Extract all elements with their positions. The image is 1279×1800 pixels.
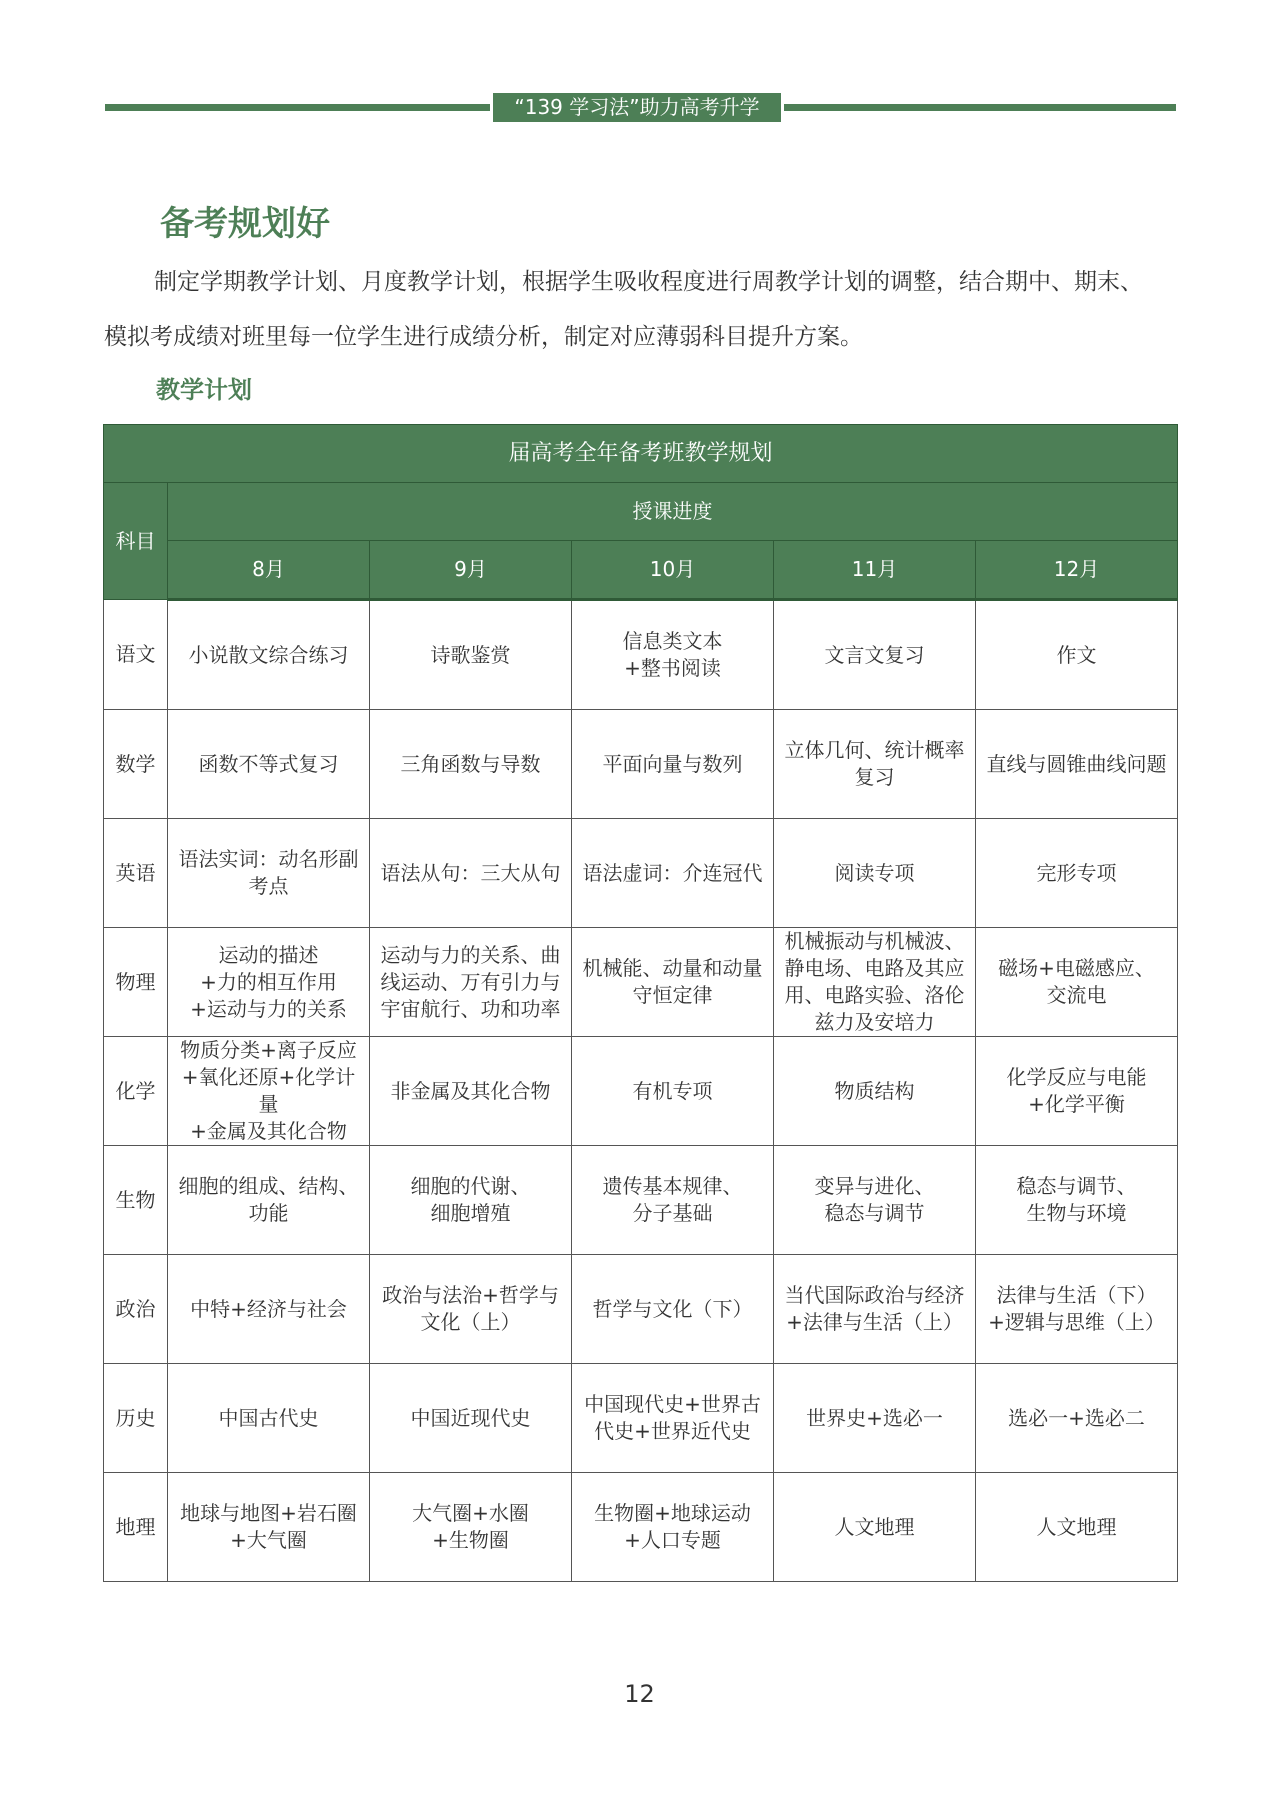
month-header: 10月 xyxy=(572,541,774,600)
cell-line: 复习 xyxy=(854,765,895,789)
table-row xyxy=(104,1255,1178,1364)
cell-line: 功能 xyxy=(248,1201,289,1225)
progress-cell xyxy=(774,1473,976,1582)
cell-line: 细胞增殖 xyxy=(430,1201,511,1225)
cell-line: +运动与力的关系 xyxy=(190,996,347,1021)
cell-line: 中特+经济与社会 xyxy=(190,1296,347,1321)
cell-line: 平面向量与数列 xyxy=(602,751,743,776)
cell-line: 用、电路实验、洛伦 xyxy=(784,983,965,1007)
cell-line: 运动的描述 xyxy=(218,942,319,967)
progress-cell xyxy=(572,1473,774,1582)
cell-line: 作文 xyxy=(1056,642,1097,667)
progress-cell xyxy=(976,1146,1178,1255)
progress-cell xyxy=(572,600,774,710)
cell-line: 语法从句：三大从句 xyxy=(380,860,561,885)
cell-line: 守恒定律 xyxy=(632,983,713,1007)
cell-line: 机械振动与机械波、 xyxy=(784,929,965,953)
progress-cell xyxy=(774,1037,976,1146)
cell-line: 函数不等式复习 xyxy=(198,751,339,776)
month-header: 12月 xyxy=(976,541,1178,600)
cell-line: 立体几何、统计概率 xyxy=(784,738,965,762)
cell-line: 运动与力的关系、曲 xyxy=(380,942,561,967)
cell-line: 考点 xyxy=(248,874,289,898)
cell-line: 完形专项 xyxy=(1036,860,1117,885)
cell-line: 地球与地图+岩石圈 xyxy=(180,1501,357,1525)
progress-cell xyxy=(572,710,774,819)
cell-line: 小说散文综合练习 xyxy=(188,642,349,667)
progress-cell xyxy=(976,1473,1178,1582)
cell-line: 静电场、电路及其应 xyxy=(784,956,965,980)
table-row xyxy=(104,1364,1178,1473)
cell-line: 细胞的组成、结构、 xyxy=(178,1174,359,1198)
cell-line: 分子基础 xyxy=(632,1201,713,1225)
progress-cell xyxy=(168,928,370,1037)
progress-cell xyxy=(572,1037,774,1146)
cell-line: +化学平衡 xyxy=(1028,1092,1125,1116)
progress-cell xyxy=(774,819,976,928)
progress-cell xyxy=(774,1146,976,1255)
cell-line: +生物圈 xyxy=(432,1528,509,1552)
cell-line: +大气圈 xyxy=(230,1528,307,1552)
subject-cell: 英语 xyxy=(104,819,168,928)
progress-cell xyxy=(976,1037,1178,1146)
table-row xyxy=(104,1473,1178,1582)
cell-line: +人口专题 xyxy=(624,1528,721,1552)
table-row xyxy=(104,1146,1178,1255)
progress-cell xyxy=(976,710,1178,819)
cell-line: 细胞的代谢、 xyxy=(410,1174,531,1198)
cell-line: 兹力及安培力 xyxy=(814,1010,935,1034)
progress-cell xyxy=(774,1364,976,1473)
cell-line: 非金属及其化合物 xyxy=(390,1078,551,1103)
cell-line: 化学反应与电能 xyxy=(1006,1065,1147,1089)
progress-cell xyxy=(168,819,370,928)
cell-line: +整书阅读 xyxy=(624,656,721,680)
cell-line: +逻辑与思维（上） xyxy=(988,1310,1165,1334)
cell-line: 中国现代史+世界古 xyxy=(584,1392,761,1416)
table-row xyxy=(104,928,1178,1037)
cell-line: 信息类文本 xyxy=(622,629,723,653)
cell-line: 文言文复习 xyxy=(824,642,925,667)
progress-cell xyxy=(774,1255,976,1364)
cell-line: 阅读专项 xyxy=(834,860,915,885)
progress-cell xyxy=(370,1255,572,1364)
month-header: 9月 xyxy=(370,541,572,600)
progress-cell xyxy=(572,1146,774,1255)
subject-cell: 数学 xyxy=(104,710,168,819)
progress-cell xyxy=(572,1255,774,1364)
progress-cell xyxy=(976,600,1178,710)
cell-line: 直线与圆锥曲线问题 xyxy=(986,751,1167,776)
teaching-plan-table xyxy=(103,424,1178,1582)
cell-line: +法律与生活（上） xyxy=(786,1310,963,1334)
month-header: 8月 xyxy=(168,541,370,600)
progress-cell xyxy=(168,1037,370,1146)
cell-line: 语法虚词：介连冠代 xyxy=(582,860,763,885)
cell-line: 法律与生活（下） xyxy=(996,1283,1157,1307)
cell-line: 中国古代史 xyxy=(218,1405,319,1430)
cell-line: 稳态与调节、 xyxy=(1016,1174,1137,1198)
progress-cell xyxy=(976,1364,1178,1473)
progress-cell xyxy=(976,1255,1178,1364)
cell-line: 诗歌鉴赏 xyxy=(430,642,511,667)
progress-cell xyxy=(370,819,572,928)
table-body xyxy=(104,600,1178,1582)
subject-cell: 物理 xyxy=(104,928,168,1037)
plan-subtitle: 教学计划 xyxy=(156,376,252,404)
cell-line: 人文地理 xyxy=(834,1514,915,1539)
intro-line-2: 模拟考成绩对班里每一位学生进行成绩分析，制定对应薄弱科目提升方案。 xyxy=(104,324,863,350)
header-badge: “139 学习法”助力高考升学 xyxy=(490,90,784,125)
cell-line: 大气圈+水圈 xyxy=(412,1501,529,1525)
progress-cell xyxy=(168,1364,370,1473)
subject-cell: 地理 xyxy=(104,1473,168,1582)
table-row xyxy=(104,600,1178,710)
cell-line: 变异与进化、 xyxy=(814,1174,935,1198)
progress-cell xyxy=(370,1037,572,1146)
table-title: 届高考全年备考班教学规划 xyxy=(104,425,1178,483)
cell-line: 文化（上） xyxy=(420,1310,521,1334)
cell-line: 世界史+选必一 xyxy=(806,1405,943,1430)
cell-line: 机械能、动量和动量 xyxy=(582,956,763,980)
table-row xyxy=(104,819,1178,928)
progress-cell xyxy=(572,928,774,1037)
cell-line: 三角函数与导数 xyxy=(400,751,541,776)
cell-line: 磁场+电磁感应、 xyxy=(998,956,1155,980)
cell-line: 生物圈+地球运动 xyxy=(594,1501,751,1525)
cell-line: 语法实词：动名形副 xyxy=(178,847,359,871)
cell-line: +力的相互作用 xyxy=(200,969,337,994)
progress-cell xyxy=(168,710,370,819)
subject-cell: 历史 xyxy=(104,1364,168,1473)
progress-header: 授课进度 xyxy=(168,483,1178,541)
table-row xyxy=(104,1037,1178,1146)
progress-cell xyxy=(168,1473,370,1582)
intro-line-1: 制定学期教学计划、月度教学计划，根据学生吸收程度进行周教学计划的调整，结合期中、期末、 xyxy=(154,269,1143,295)
cell-line: 交流电 xyxy=(1046,983,1107,1007)
cell-line: 物质分类+离子反应 xyxy=(180,1038,357,1062)
cell-line: 生物与环境 xyxy=(1026,1201,1127,1225)
cell-line: 选必一+选必二 xyxy=(1008,1405,1145,1430)
subject-header: 科目 xyxy=(104,483,168,600)
progress-cell xyxy=(370,928,572,1037)
cell-line: 有机专项 xyxy=(632,1078,713,1103)
cell-line: 物质结构 xyxy=(834,1078,915,1103)
cell-line: 稳态与调节 xyxy=(824,1201,925,1225)
progress-cell xyxy=(774,600,976,710)
progress-cell xyxy=(370,600,572,710)
cell-line: 哲学与文化（下） xyxy=(592,1296,753,1321)
progress-cell xyxy=(572,1364,774,1473)
table-row xyxy=(104,710,1178,819)
month-header: 11月 xyxy=(774,541,976,600)
subject-cell: 生物 xyxy=(104,1146,168,1255)
subject-cell: 语文 xyxy=(104,600,168,710)
progress-cell xyxy=(976,928,1178,1037)
cell-line: +金属及其化合物 xyxy=(190,1119,347,1143)
subject-cell: 化学 xyxy=(104,1037,168,1146)
progress-cell xyxy=(168,1255,370,1364)
cell-line: 当代国际政治与经济 xyxy=(784,1283,965,1307)
progress-cell xyxy=(370,1146,572,1255)
cell-line: 中国近现代史 xyxy=(410,1405,531,1430)
cell-line: 代史+世界近代史 xyxy=(594,1419,751,1443)
cell-line: 宇宙航行、功和功率 xyxy=(380,996,561,1021)
progress-cell xyxy=(168,1146,370,1255)
progress-cell xyxy=(168,600,370,710)
cell-line: 线运动、万有引力与 xyxy=(380,969,561,994)
page-number: 12 xyxy=(624,1680,655,1708)
progress-cell xyxy=(370,710,572,819)
subject-cell: 政治 xyxy=(104,1255,168,1364)
progress-cell xyxy=(370,1473,572,1582)
cell-line: 政治与法治+哲学与 xyxy=(382,1283,559,1307)
progress-cell xyxy=(774,710,976,819)
section-title: 备考规划好 xyxy=(160,204,330,244)
cell-line: 遗传基本规律、 xyxy=(602,1174,743,1198)
intro-paragraph xyxy=(104,255,1174,365)
progress-cell xyxy=(370,1364,572,1473)
progress-cell xyxy=(572,819,774,928)
cell-line: +氧化还原+化学计量 xyxy=(181,1065,356,1116)
cell-line: 人文地理 xyxy=(1036,1514,1117,1539)
progress-cell xyxy=(774,928,976,1037)
progress-cell xyxy=(976,819,1178,928)
